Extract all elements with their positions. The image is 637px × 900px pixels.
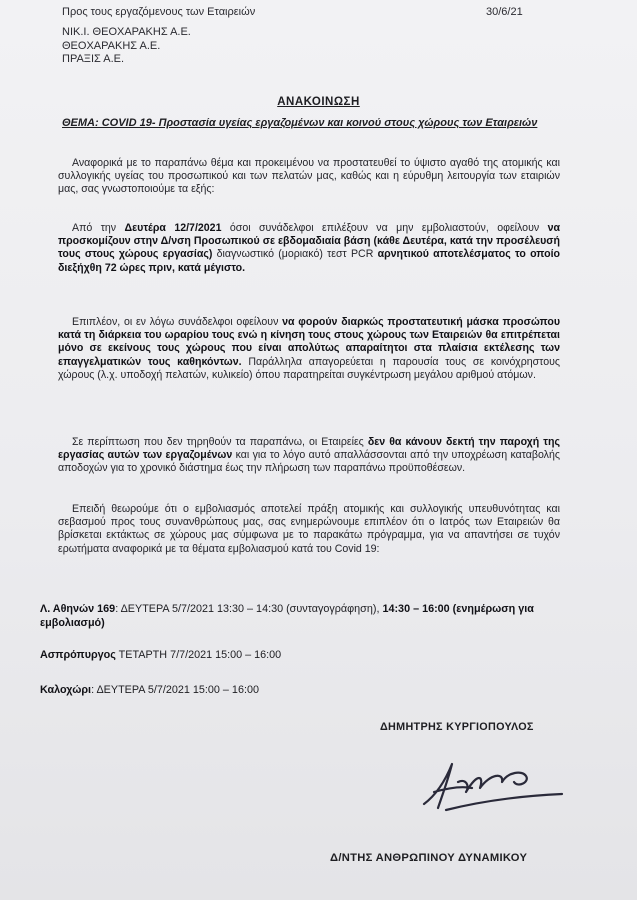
schedule-location: Λ. Αθηνών 169 — [40, 603, 116, 615]
handwritten-signature — [418, 752, 568, 820]
text-run: Από την — [72, 222, 125, 234]
mask-paragraph — [58, 316, 560, 382]
company-name: ΠΡΑΞΙΣ Α.Ε. — [62, 53, 125, 65]
bold-run: δεν θα κάνουν δεκτή την παροχή της εργασίας αυτών των εργαζομένων — [58, 436, 560, 462]
announcement-title: ΑΝΑΚΟΙΝΩΣΗ — [277, 96, 360, 108]
schedule-extra: 14:30 – 16:00 (ενημέρωση για εμβολιασμό) — [40, 603, 534, 629]
document-date: 30/6/21 — [486, 6, 523, 18]
subject-line: ΘΕΜΑ: COVID 19- Προστασία υγείας εργαζομένων και κοινού στους χώρους των Εταιρειών — [62, 117, 538, 129]
vaccination-text: Επειδή θεωρούμε ότι ο εμβολιασμός αποτελεί πράξη ατομικής και συλλογικής υπευθυνότητας και σεβασμού προς τους συνανθρώπους μας, σας ενημερώνουμε επιπλέον ότι ο Ιατρός των Εταιρειών θα βρίσκεται εκτάκτως σε χώρους μας σύμφωνα με το παρακάτω πρόγραμμα, για να απαντήσει σε τυχόν ερωτήματα αναφορικά με τα θέματα εμβολιασμού κατά του Covid 19: — [58, 503, 560, 555]
bold-run: να φορούν διαρκώς προστατευτική μάσκα προσώπου κατά τη διάρκεια του ωραρίου τους ενώ η κίνηση τους στους χώρους των Εταιρειών θα επιτρέπεται μόνο σε εκείνους τους χώρους που είναι απολύτως απαραίτητοι στα πλαίσια εκτέλεσης των επαγγελματικών τους καθηκόντων. — [58, 316, 560, 368]
text-run: όσοι συνάδελφοι επιλέξουν να μην εμβολιαστούν, οφείλουν — [221, 222, 548, 234]
testing-paragraph — [58, 222, 560, 275]
schedule-location: Καλοχώρι — [40, 684, 92, 696]
company-list — [62, 26, 191, 67]
schedule-item — [40, 683, 560, 697]
bold-run: να προσκομίζουν στην Δ/νση Προσωπικού σε εβδομαδιαία βάση (κάθε Δευτέρα, κατά την προσέλευσή τους στους χώρους εργασίας) — [58, 222, 560, 261]
schedule-item — [40, 602, 560, 630]
company-name: ΘΕΟΧΑΡΑΚΗΣ Α.Ε. — [62, 39, 161, 52]
signer-title: Δ/ΝΤΗΣ ΑΝΘΡΩΠΙΝΟΥ ΔΥΝΑΜΙΚΟΥ — [330, 852, 528, 864]
schedule-item — [40, 648, 560, 662]
intro-paragraph — [58, 157, 560, 197]
recipients-line: Προς τους εργαζόμενους των Εταιρειών — [62, 6, 256, 18]
schedule-location: Ασπρόπυργος — [40, 649, 116, 661]
text-run: Σε περίπτωση που δεν τηρηθούν τα παραπάνω, οι Εταιρείες — [72, 436, 368, 448]
consequences-paragraph — [58, 436, 560, 476]
company-name: ΝΙΚ.Ι. ΘΕΟΧΑΡΑΚΗΣ Α.Ε. — [62, 26, 191, 38]
text-run: Επιπλέον, οι εν λόγω συνάδελφοι οφείλουν — [72, 316, 283, 328]
bold-run: αρνητικού αποτελέσματος το οποίο διεξήχθη 72 ώρες πριν, κατά μέγιστο. — [58, 248, 560, 274]
vaccination-paragraph — [58, 503, 560, 556]
text-run: διαγνωστικό (μοριακό) τεστ PCR — [212, 248, 378, 261]
schedule-time: : ΔΕΥΤΕΡΑ 5/7/2021 15:00 – 16:00 — [91, 684, 259, 696]
schedule-time: ΤΕΤΑΡΤΗ 7/7/2021 15:00 – 16:00 — [115, 649, 282, 661]
intro-text: Αναφορικά με το παραπάνω θέμα και προκειμένου να προστατευθεί το ύψιστο αγαθό της ατομικής και συλλογικής υγείας του προσωπικού και των πελατών μας, καθώς και η εύρυθμη λειτουργία των εταιριών μας, σας γνωστοποιούμε τα εξής: — [58, 157, 560, 196]
text-run: και για το λόγο αυτό απαλλάσσονται από την υποχρέωση καταβολής αποδοχών για το χρονικό διάστημα έως την πλήρωση των παραπάνω προϋποθέσεων. — [58, 449, 560, 475]
bold-run: Δευτέρα 12/7/2021 — [124, 222, 222, 234]
schedule-time: : ΔΕΥΤΕΡΑ 5/7/2021 13:30 – 14:30 (συνταγογράφηση), — [115, 603, 383, 615]
text-run: Παράλληλα απαγορεύεται η παρουσία τους σε κοινόχρηστους χώρους (λ.χ. υποδοχή πελατών, κυλικείο) όπου παρατηρείται συγκέντρωση μεγάλου αριθμού ατόμων. — [58, 355, 560, 381]
signer-name: ΔΗΜΗΤΡΗΣ ΚΥΡΓΙΟΠΟΥΛΟΣ — [380, 721, 534, 733]
